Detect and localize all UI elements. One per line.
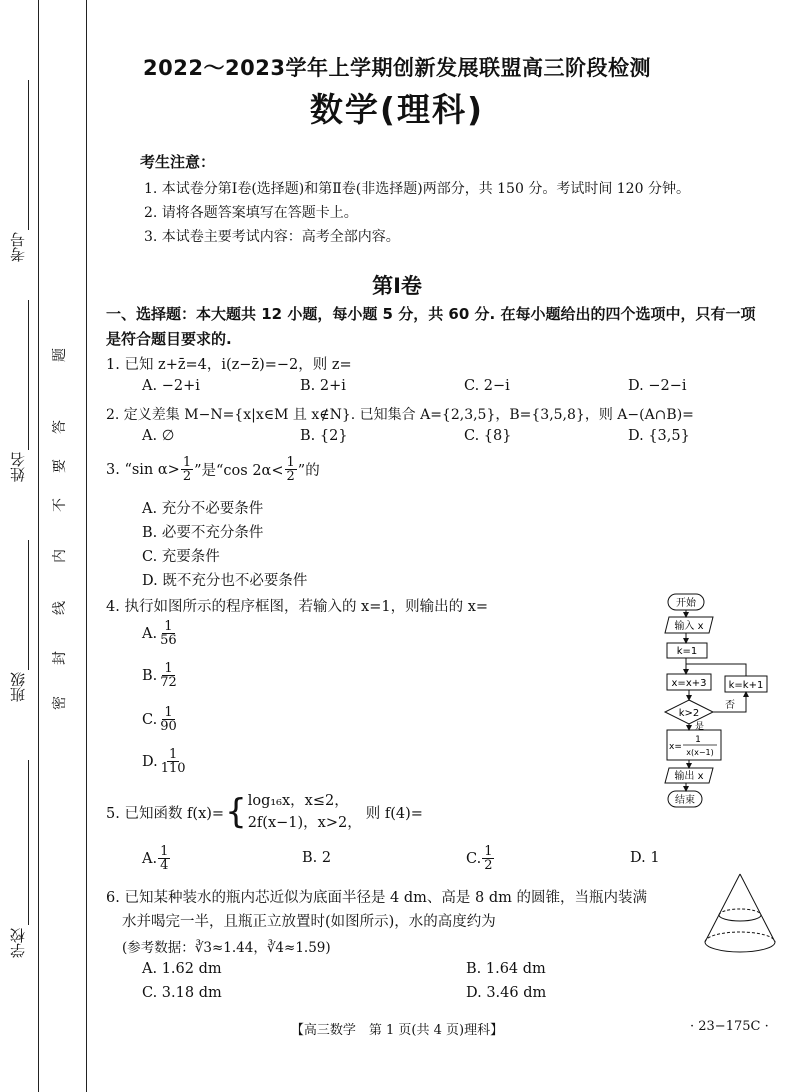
question-5-option-b: B. 2 (302, 850, 332, 866)
flow-condition-text: k>2 (678, 708, 700, 719)
question-5-option-d: D. 1 (630, 850, 660, 866)
question-4-stem: 4. 执行如图所示的程序框图，若输入的 x=1，则输出的 x= (106, 599, 489, 615)
exam-title: 2022～2023学年上学期创新发展联盟高三阶段检测 (143, 56, 651, 80)
question-4-option-b: B. $\frac{1}{72}$ (142, 661, 177, 690)
question-3-option-c: C. 充要条件 (142, 549, 220, 565)
notice-heading: 考生注意： (140, 153, 216, 171)
piecewise-case-1: log₁₆x，x≤2， (247, 793, 349, 809)
question-1-stem: 1. 已知 z+z̄=4，i(z−z̄)=−2，则 z= (106, 357, 352, 373)
name-label: 姓名 (9, 452, 27, 482)
subject-title: 数学(理科) (309, 90, 485, 129)
flow-output-text: 输出 x (674, 771, 704, 782)
seal-char: 题 (52, 348, 68, 362)
class-label: 班级 (9, 672, 27, 702)
question-6-option-d: D. 3.46 dm (466, 985, 547, 1001)
question-3-option-d: D. 既不充分也不必要条件 (142, 573, 308, 589)
exam-code: · 23−175C · (690, 1019, 769, 1034)
flow-init-text: k=1 (676, 646, 698, 657)
question-5-text: 则 f(4)= (365, 805, 423, 822)
margin-line-inner (86, 0, 87, 1092)
piecewise-case-2: 2f(x−1)，x>2， (247, 815, 362, 831)
seal-char: 线 (52, 601, 68, 615)
school-label: 学校 (9, 928, 27, 958)
flow-increment-text: k=k+1 (728, 680, 764, 691)
question-5-stem (106, 790, 423, 834)
question-2-stem: 2. 定义差集 M−N={x|x∈M 且 x∉N}. 已知集合 A={2,3,5}，B={3,5,8}，则 A−(A∩B)= (106, 407, 694, 423)
seal-char: 封 (52, 651, 68, 665)
seal-char: 密 (52, 696, 68, 710)
fraction: $\frac{1}{2}$ (182, 455, 192, 484)
question-3-option-b: B. 必要不充分条件 (142, 525, 264, 541)
question-2-option-a: A. ∅ (142, 428, 175, 444)
question-1-option-d: D. −2−i (628, 378, 687, 394)
flow-calc-num: 1 (695, 735, 701, 745)
question-6-option-c: C. 3.18 dm (142, 985, 222, 1001)
flow-input-text: 输入 x (674, 621, 704, 632)
cone-figure (700, 870, 780, 960)
class-underline (28, 540, 29, 670)
exam-number-label: 考号 (9, 232, 27, 262)
fraction: $\frac{1}{2}$ (286, 455, 295, 484)
question-3-text: ”的 (297, 463, 320, 479)
name-underline (28, 300, 29, 450)
flow-update-text: x=x+3 (671, 678, 707, 689)
question-3-text: ”是“cos 2α< (194, 463, 284, 479)
page-footer: 【高三数学 第 1 页(共 4 页)理科】 (290, 1023, 504, 1038)
flow-calc-lhs: x= (669, 742, 682, 752)
seal-char: 不 (52, 498, 68, 512)
question-2-option-c: C. {8} (464, 428, 512, 444)
section-instructions: 一、选择题：本大题共 12 小题，每小题 5 分，共 60 分. 在每小题给出的四个选项中，只有一项是符合题目要求的. (106, 305, 756, 348)
question-1-option-b: B. 2+i (300, 378, 346, 394)
school-underline (28, 760, 29, 925)
question-3-text: 3. “sin α> (106, 461, 180, 478)
piecewise-brace: { (225, 792, 247, 832)
program-flowchart (655, 592, 770, 817)
seal-char: 内 (52, 549, 68, 563)
question-1-option-c: C. 2−i (464, 378, 510, 394)
question-1-option-a: A. −2+i (142, 378, 200, 394)
question-4-option-c: C. $\frac{1}{90}$ (142, 705, 177, 734)
flow-end-text: 结束 (675, 795, 695, 806)
seal-char: 答 (52, 420, 68, 434)
seal-char: 要 (52, 459, 68, 473)
notice-item: 3. 本试卷主要考试内容：高考全部内容。 (144, 229, 400, 245)
question-5-option-c: C. $\frac{1}{2}$ (466, 844, 493, 873)
flow-no-label: 否 (725, 700, 735, 711)
question-3-option-a: A. 充分不必要条件 (142, 501, 264, 517)
flow-yes-label: 是 (695, 722, 705, 732)
question-5-option-a: A. $\frac{1}{4}$ (142, 844, 169, 873)
flow-start-text: 开始 (676, 598, 696, 609)
question-6-option-b: B. 1.64 dm (466, 961, 546, 977)
question-4-option-d: D. $\frac{1}{110}$ (142, 747, 186, 776)
question-2-option-b: B. {2} (300, 428, 348, 444)
question-3-stem (106, 456, 320, 483)
question-5-text: 5. 已知函数 f(x)= (106, 805, 225, 822)
notice-item: 2. 请将各题答案填写在答题卡上。 (144, 205, 358, 221)
question-4-option-a: A. $\frac{1}{56}$ (142, 619, 177, 648)
question-2-option-d: D. {3,5} (628, 428, 690, 444)
margin-line-outer (38, 0, 39, 1092)
question-6-reference: (参考数据：∛3≈1.44，∛4≈1.59) (122, 940, 331, 956)
question-6-line-2: 水并喝完一半，且瓶正立放置时(如图所示)，水的高度约为 (122, 914, 496, 930)
flow-calc-den: x(x−1) (686, 748, 714, 757)
question-6-option-a: A. 1.62 dm (142, 961, 222, 977)
question-6-line-1: 6. 已知某种装水的瓶内芯近似为底面半径是 4 dm、高是 8 dm 的圆锥，当瓶内装满 (106, 890, 648, 906)
part-heading: 第Ⅰ卷 (372, 274, 422, 298)
notice-item: 1. 本试卷分第Ⅰ卷(选择题)和第Ⅱ卷(非选择题)两部分，共 150 分。考试时间 120 分钟。 (144, 181, 690, 197)
